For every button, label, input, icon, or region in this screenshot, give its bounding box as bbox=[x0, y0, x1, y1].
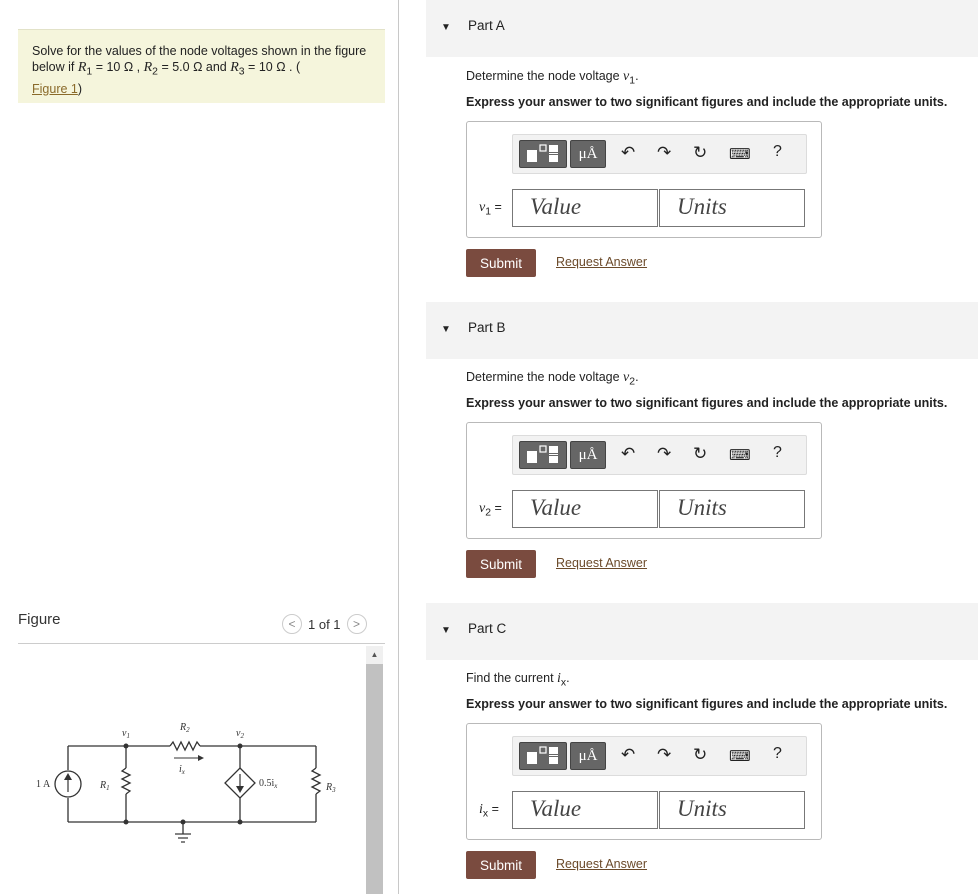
redo-icon[interactable]: ↷ bbox=[657, 444, 672, 463]
redo-icon[interactable]: ↷ bbox=[657, 745, 672, 764]
units-button[interactable]: μÅ bbox=[570, 140, 606, 168]
part-b-answer-box bbox=[466, 422, 822, 539]
part-b-instruction: Express your answer to two significant figures and include the appropriate units. bbox=[466, 396, 948, 410]
panel-divider bbox=[398, 0, 399, 894]
part-a-request-answer-link[interactable]: Request Answer bbox=[556, 255, 648, 269]
part-c-title: Part C bbox=[468, 621, 507, 636]
r1-label: $R_1$ bbox=[100, 780, 110, 792]
help-icon[interactable]: ? bbox=[773, 444, 782, 461]
part-c-question: Find the current $i_x$. bbox=[466, 671, 570, 689]
math-toolbar bbox=[512, 134, 807, 174]
v1-label: $v_1$ bbox=[122, 728, 130, 740]
problem-statement: Solve for the values of the node voltages shown in the figure below if $R_1 = 10$ Ω , $R_2 = 5.0$ Ω and $R_3 = 10$ Ω . ( Figure 1) bbox=[18, 29, 385, 103]
math-toolbar bbox=[512, 736, 807, 776]
figure-navigation bbox=[282, 612, 367, 636]
templates-button[interactable] bbox=[519, 742, 567, 770]
v2-label: $v_2$ bbox=[236, 728, 244, 740]
part-c-submit-button[interactable]: Submit bbox=[466, 851, 536, 879]
part-c-value-input[interactable]: Value bbox=[512, 791, 658, 829]
figure-title: Figure bbox=[18, 611, 61, 628]
part-a-header[interactable] bbox=[426, 0, 978, 57]
part-b-units-input[interactable]: Units bbox=[659, 490, 805, 528]
part-a-submit-button[interactable]: Submit bbox=[466, 249, 536, 277]
undo-icon[interactable]: ↶ bbox=[621, 143, 636, 162]
part-a-value-input[interactable]: Value bbox=[512, 189, 658, 227]
part-a-answer-box bbox=[466, 121, 822, 238]
r2-label: $R_2$ bbox=[180, 722, 190, 734]
r3-label: $R_3$ bbox=[326, 782, 336, 794]
part-c-instruction: Express your answer to two significant figures and include the appropriate units. bbox=[466, 697, 948, 711]
units-button[interactable]: μÅ bbox=[570, 742, 606, 770]
collapse-triangle-icon[interactable]: ▼ bbox=[441, 625, 451, 636]
keyboard-icon[interactable]: ⌨ bbox=[729, 748, 751, 765]
part-c-variable: $i_x$ = bbox=[479, 802, 499, 820]
part-b-submit-button[interactable]: Submit bbox=[466, 550, 536, 578]
source-label: 1 A bbox=[36, 779, 51, 790]
scroll-up-arrow-icon[interactable]: ▲ bbox=[370, 650, 379, 659]
part-a-variable: $v_1$ = bbox=[479, 200, 502, 218]
templates-button[interactable] bbox=[519, 140, 567, 168]
templates-button[interactable] bbox=[519, 441, 567, 469]
part-a-title: Part A bbox=[468, 18, 505, 33]
figure-counter: 1 of 1 bbox=[308, 616, 341, 632]
part-b-value-input[interactable]: Value bbox=[512, 490, 658, 528]
reset-icon[interactable]: ↻ bbox=[693, 143, 708, 162]
units-button[interactable]: μÅ bbox=[570, 441, 606, 469]
part-b-title: Part B bbox=[468, 320, 506, 335]
figure-divider bbox=[18, 643, 385, 644]
keyboard-icon[interactable]: ⌨ bbox=[729, 146, 751, 163]
part-c-request-answer-link[interactable]: Request Answer bbox=[556, 857, 648, 871]
collapse-triangle-icon[interactable]: ▼ bbox=[441, 22, 451, 33]
undo-icon[interactable]: ↶ bbox=[621, 745, 636, 764]
prev-figure-button[interactable]: < bbox=[282, 614, 302, 634]
ix-label: $i_x$ bbox=[179, 764, 185, 776]
figure-link[interactable]: Figure 1 bbox=[32, 81, 78, 96]
dependent-source-label: $0.5i_x$ bbox=[259, 778, 278, 790]
keyboard-icon[interactable]: ⌨ bbox=[729, 447, 751, 464]
help-icon[interactable]: ? bbox=[773, 143, 782, 160]
redo-icon[interactable]: ↷ bbox=[657, 143, 672, 162]
undo-icon[interactable]: ↶ bbox=[621, 444, 636, 463]
part-c-header[interactable] bbox=[426, 603, 978, 660]
part-b-header[interactable] bbox=[426, 302, 978, 359]
part-b-request-answer-link[interactable]: Request Answer bbox=[556, 556, 648, 570]
reset-icon[interactable]: ↻ bbox=[693, 745, 708, 764]
math-toolbar bbox=[512, 435, 807, 475]
part-a-instruction: Express your answer to two significant figures and include the appropriate units. bbox=[466, 95, 948, 109]
part-a-units-input[interactable]: Units bbox=[659, 189, 805, 227]
part-b-variable: $v_2$ = bbox=[479, 501, 502, 519]
circuit-diagram bbox=[18, 700, 363, 860]
part-b-question: Determine the node voltage $v_2$. bbox=[466, 370, 639, 388]
part-c-answer-box bbox=[466, 723, 822, 840]
reset-icon[interactable]: ↻ bbox=[693, 444, 708, 463]
part-c-units-input[interactable]: Units bbox=[659, 791, 805, 829]
collapse-triangle-icon[interactable]: ▼ bbox=[441, 324, 451, 335]
figure-scrollbar-thumb[interactable] bbox=[366, 664, 383, 894]
help-icon[interactable]: ? bbox=[773, 745, 782, 762]
next-figure-button[interactable]: > bbox=[347, 614, 367, 634]
part-a-question: Determine the node voltage $v_1$. bbox=[466, 69, 639, 87]
